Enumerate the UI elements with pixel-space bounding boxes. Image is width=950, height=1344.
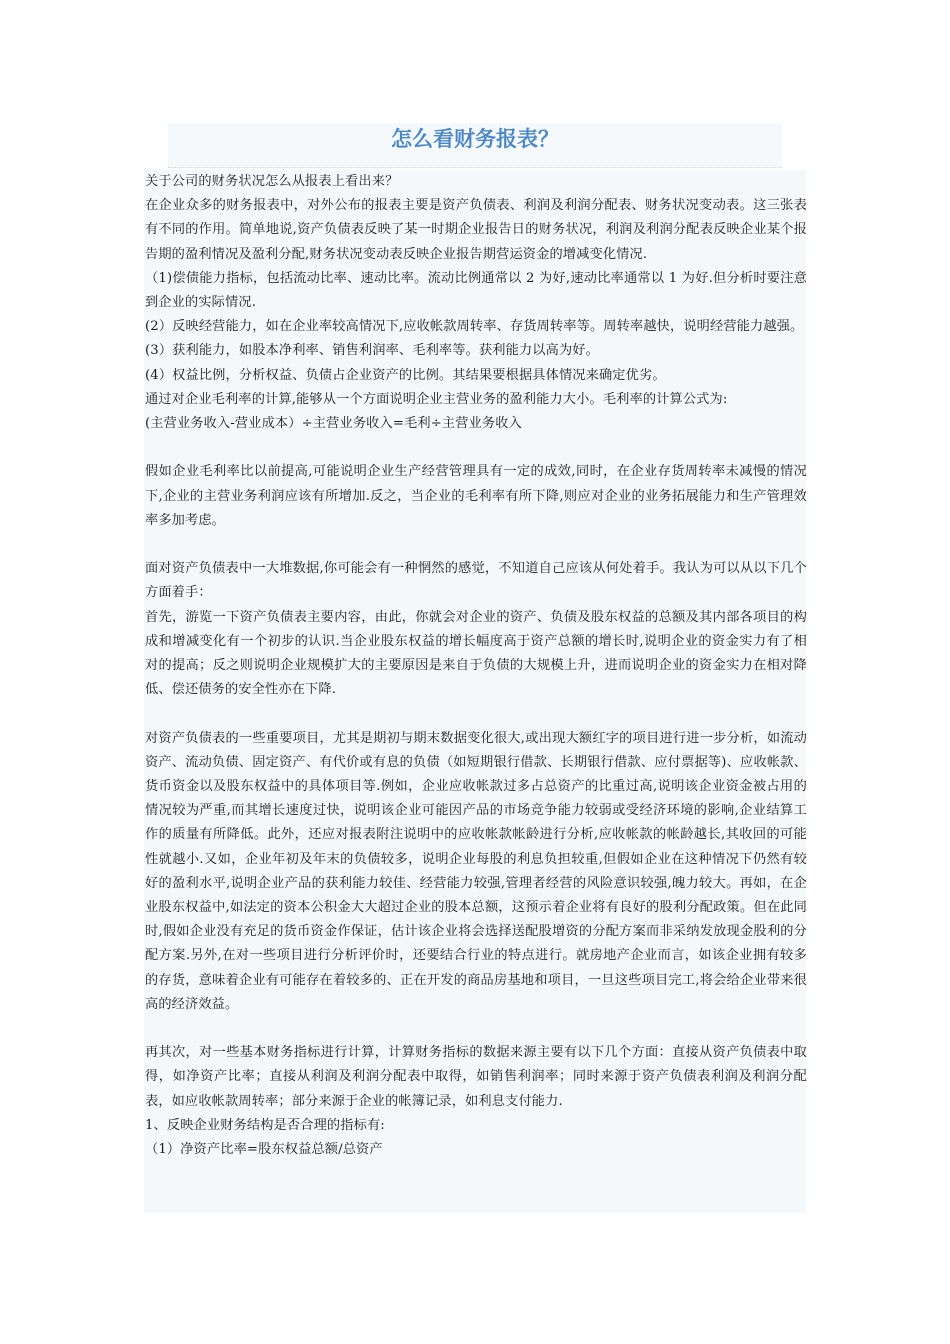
paragraph-question: 关于公司的财务状况怎么从报表上看出来？ [145,174,399,189]
paragraph-structure-heading: 1、反映企业财务结构是否合理的指标有: [145,1117,385,1133]
paragraph-intro: 在企业众多的财务报表中，对外公布的报表主要是资产负债表、利润及利润分配表、财务状况变动表。这三张表有不同的作用。简单地说,资产负债表反映了某一时期企业报告日的财务状况，利润及利润分配表反映企业某个报告期的盈利情况及盈利分配,财务状况变动表反映企业报告期营运资金的增减变化情况. [145,198,807,262]
blank-line [145,436,807,460]
paragraph-key-items: 对资产负债表的一些重要项目，尤其是期初与期末数据变化很大,或出现大额红字的项目进行进一步分析，如流动资产、流动负债、固定资产、有代价或有息的负债（如短期银行借款、长期银行借款、应付票据等)、应收帐款、货币资金以及股东权益中的具体项目等.例如，企业应收帐款过多占总资产的比重过高,说明该企业资金被占用的情况较为严重,而其增长速度过快，说明该企业可能因产品的市场竞争能力较弱或受经济环境的影响,企业结算工作的质量有所降低。此外，还应对报表附注说明中的应收帐款帐龄进行分析,应收帐款的帐龄越长,其收回的可能性就越小.又如，企业年初及年末的负债较多，说明企业每股的利息负担较重,但假如企业在这种情况下仍然有较好的盈利水平,说明企业产品的获利能力较佳、经营能力较强,管理者经营的风险意识较强,魄力较大。再如，在企业股东权益中,如法定的资本公积金大大超过企业的股本总额，这预示着企业将有良好的股利分配政策。但在此同时,假如企业没有充足的货币资金作保证，估计该企业将会选择送配股增资的分配方案而非采纳发放现金股利的分配方案.另外,在对一些项目进行分析评价时，还要结合行业的特点进行。就房地产企业而言，如该企业拥有较多的存货，意味着企业有可能存在着较多的、正在开发的商品房基地和项目，一旦这些项目完工,将会给企业带来很高的经济效益。 [145,730,807,1012]
paragraph-first: 首先，游览一下资产负债表主要内容，由此，你就会对企业的资产、负债及股东权益的总额及其内部各项目的构成和增减变化有一个初步的认识.当企业股东权益的增长幅度高于资产总额的增长时,说明企业的资金实力有了相对的提高；反之则说明企业规模扩大的主要原因是来自于负债的大规模上升，进而说明企业的资金实力在相对降低、偿还债务的安全性亦在下降. [145,609,807,698]
paragraph-gross-margin: 通过对企业毛利率的计算,能够从一个方面说明企业主营业务的盈利能力大小。毛利率的计算公式为: [145,391,728,407]
paragraph-balance-sheet-start: 面对资产负债表中一大堆数据,你可能会有一种惘然的感觉，不知道自己应该从何处着手。我认为可以从以下几个方面着手： [145,561,807,601]
document-body [145,170,807,1162]
blank-line [145,702,807,726]
paragraph-net-asset-ratio: （1）净资产比率=股东权益总额/总资产 [145,1142,383,1158]
paragraph-indicators: 再其次，对一些基本财务指标进行计算，计算财务指标的数据来源主要有以下几个方面：直接从资产负债表中取得，如净资产比率；直接从利润及利润分配表中取得，如销售利润率；同时来源于资产负债表利润及利润分配表，如应收帐款周转率；部分来源于企业的帐簿记录，如利息支付能力. [145,1045,807,1109]
paragraph-operating: (2）反映经营能力，如在企业率较高情况下,应收帐款周转率、存货周转率等。周转率越快，说明经营能力越强。 [145,319,804,335]
paragraph-formula: (主营业务收入-营业成本）÷主营业务收入=毛利÷主营业务收入 [145,416,522,432]
blank-line [145,533,807,557]
document-title: 怎么看财务报表？ [391,127,559,151]
paragraph-solvency: （1)偿债能力指标，包括流动比率、速动比率。流动比例通常以 2 为好,速动比率通常以 1 为好.但分析时要注意到企业的实际情况. [145,270,807,311]
blank-line [145,1017,807,1041]
paragraph-equity: (4）权益比例，分析权益、负债占企业资产的比例。其结果要根据具体情况来确定优劣。 [145,367,666,383]
paragraph-margin-analysis: 假如企业毛利率比以前提高,可能说明企业生产经营管理具有一定的成效,同时，在企业存货周转率未减慢的情况下,企业的主营业务利润应该有所增加.反之，当企业的毛利率有所下降,则应对企业的业务拓展能力和生产管理效率多加考虑。 [145,464,807,528]
paragraph-profitability: (3）获利能力，如股本净利率、销售利润率、毛利率等。获利能力以高为好。 [145,343,599,359]
